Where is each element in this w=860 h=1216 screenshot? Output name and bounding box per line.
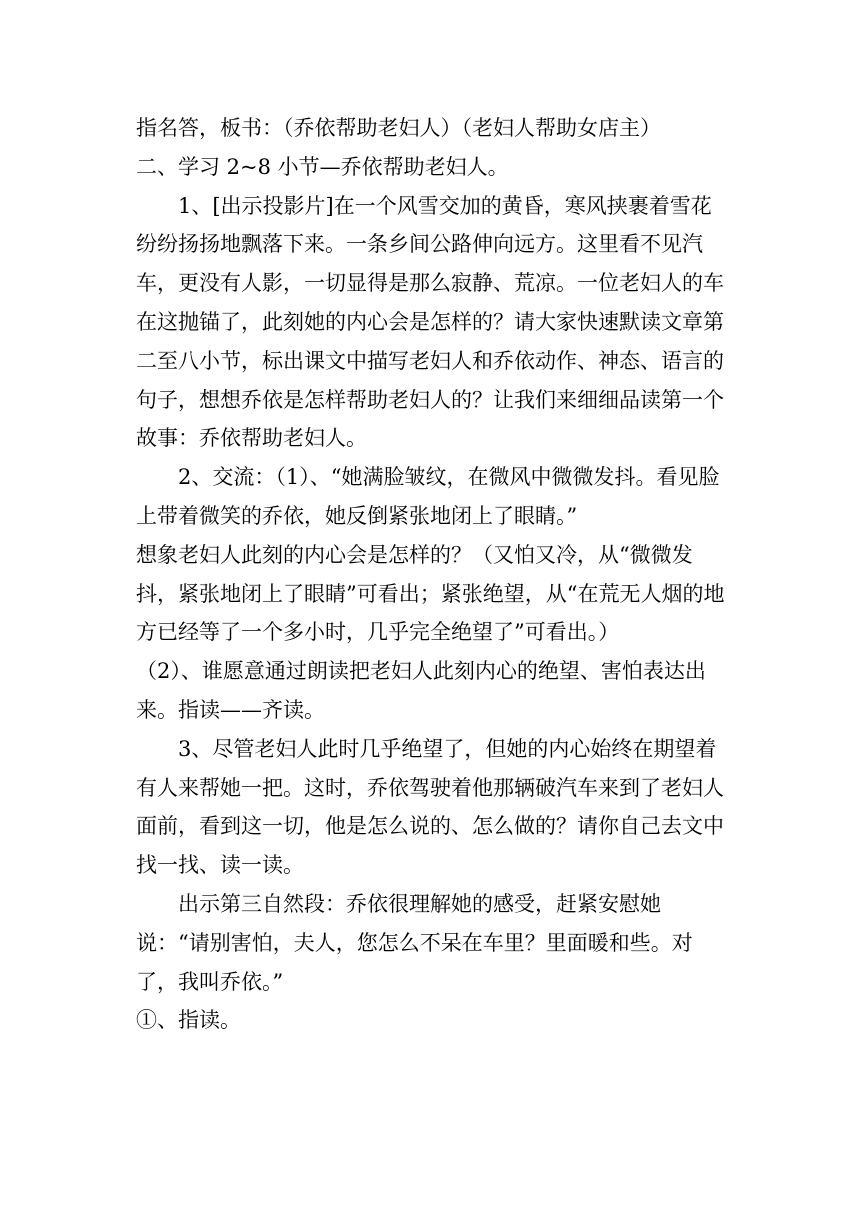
- paragraph-show-para-3: 出示第三自然段：乔依很理解她的感受，赶紧安慰她说：“请别害怕，夫人，您怎么不呆在车里？里面暖和些。对了，我叫乔依。”: [136, 891, 693, 994]
- document-body: [136, 109, 732, 1040]
- paragraph-read-aloud: ①、指读。: [136, 1008, 241, 1033]
- paragraph-board-notes: 指名答，板书：（乔依帮助老妇人）（老妇人帮助女店主）: [136, 116, 661, 140]
- paragraph-step-3: 3、尽管老妇人此时几乎绝望了，但她的内心始终在期望着有人来帮她一把。这时，乔依驾驶着他那辆破汽车来到了老妇人面前，看到这一切，他是怎么说的、怎么做的？请你自己去文中找一找、读一读。: [136, 736, 724, 878]
- paragraph-step-1: 1、[出示投影片]在一个风雪交加的黄昏，寒风挟裹着雪花纷纷扬扬地飘落下来。一条乡间公路伸向远方。这里看不见汽车，更没有人影，一切显得是那么寂静、荒凉。一位老妇人的车在这抛锚了，此刻她的内心会是怎样的？请大家快速默读文章第二至八小节，标出课文中描写老妇人和乔依动作、神态、语言的句子，想想乔依是怎样帮助老妇人的？让我们来细细品读第一个故事：乔依帮助老妇人。: [136, 193, 724, 451]
- paragraph-step-2: 2、交流：（1）、“她满脸皱纹，在微风中微微发抖。看见脸上带着微笑的乔依，她反倒紧张地闭上了眼睛。”: [136, 465, 720, 528]
- section-heading-2: 二、学习 2~8 小节—乔依帮助老妇人。: [136, 154, 509, 179]
- paragraph-step-2-sub2: （2）、谁愿意通过朗读把老妇人此刻内心的绝望、害怕表达出来。指读——齐读。: [136, 659, 706, 722]
- paragraph-imagine: 想象老妇人此刻的内心会是怎样的？（又怕又冷，从“微微发抖，紧张地闭上了眼睛”可看出；紧张绝望，从“在荒无人烟的地方已经等了一个多小时，几乎完全绝望了”可看出。）: [136, 542, 725, 645]
